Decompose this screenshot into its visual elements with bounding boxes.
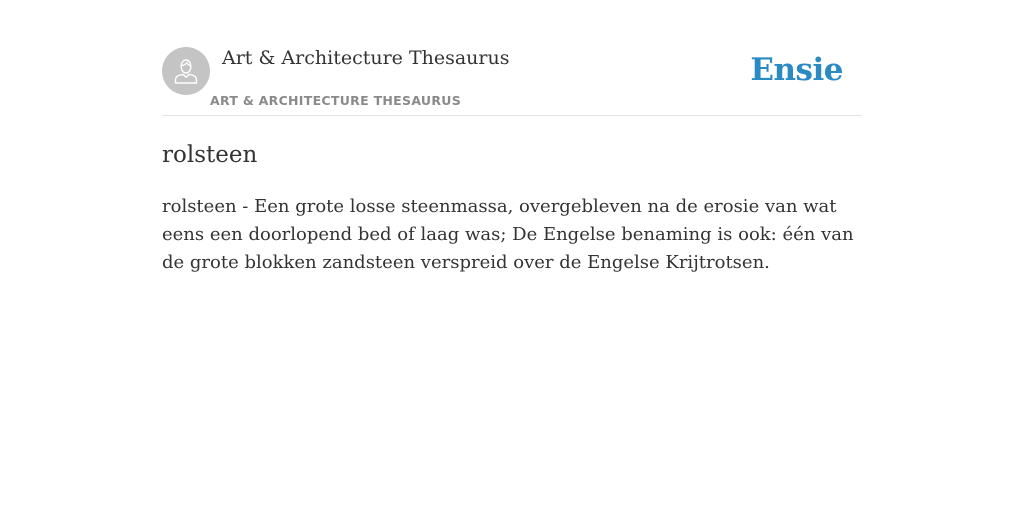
- ensie-logo[interactable]: Ensie: [750, 52, 843, 88]
- author-name[interactable]: Art & Architecture Thesaurus: [222, 47, 510, 69]
- author-avatar[interactable]: [162, 47, 210, 95]
- page-header: [162, 0, 862, 116]
- term-definition: rolsteen - Een grote losse steenmassa, overgebleven na de erosie van wat eens een doorlopend bed of laag was; De Engelse benaming is ook: één van de grote blokken zandsteen verspreid over de Engelse Krijtrotsen.: [162, 196, 854, 273]
- content-container: [162, 0, 862, 273]
- term-title: rolsteen: [162, 142, 258, 168]
- user-icon: [171, 56, 201, 86]
- author-subtitle[interactable]: ART & ARCHITECTURE THESAURUS: [210, 93, 462, 108]
